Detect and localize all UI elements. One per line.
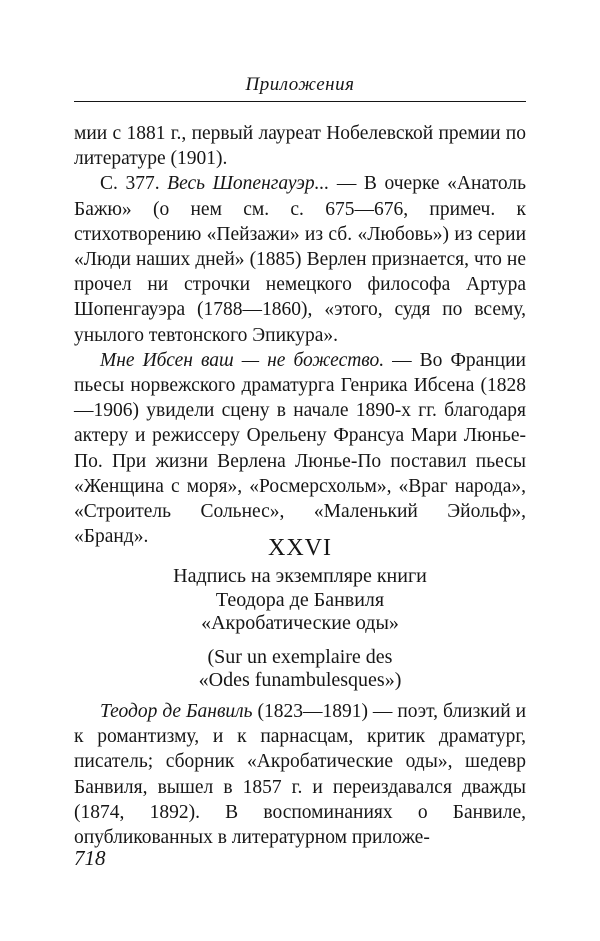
note-text: мии с 1881 г., первый лауреат Нобелевской премии по литературе (1901). [74,123,526,170]
notes-bottom [74,699,526,850]
note-lemma: Весь Шопенгауэр... [167,173,330,195]
section-subtitle-line: «Odes funambulesques») [198,669,402,691]
note-schopenhauer [74,171,526,347]
section-title-line: «Акробатические оды» [201,612,399,634]
note-banville [74,699,526,850]
note-ibsen [74,348,526,550]
note-lemma: Теодор де Банвиль [100,701,253,722]
page-number: 718 [74,846,106,870]
running-header: Приложения [245,74,355,95]
note-text: — В очерке «Анатоль Бажю» (о нем см. с. 675—676, примеч. к стихотворению «Пейзажи» из сб. «Любовь») из серии «Люди наших дней» (1885) Верлен признается, что не прочел ни строчки немецкого философа Артура Шопенгауэра (1788—1860), «этого, судя по всему, унылого тевтонского Эпикура». [74,173,526,346]
section-numeral: XXVI [268,535,332,561]
note-lemma: Мне Ибсен ваш — не божество. [100,349,385,371]
note-ref: С. 377. [100,173,168,195]
section-title-line: Надпись на экземпляре книги [173,565,427,587]
section-title-line: Теодора де Банвиля [215,588,385,611]
section-subtitle-line: (Sur un exemplaire des [207,645,393,668]
section-heading [74,534,526,693]
section-subtitle [74,646,526,693]
section-title [74,565,526,636]
notes-top [74,121,526,549]
note-text: — Во Франции пьесы норвежского драматурга Генрика Ибсена (1828—1906) увидели сцену в начале 1890-х гг. благодаря актеру и режиссеру Орельену Франсуа Мари Люнье-По. При жизни Верлена Люнье-По поставил пьесы «Женщина с моря», «Росмерсхольм», «Враг народа», «Строитель Сольнес», «Маленький Эйольф», «Бранд». [74,349,526,548]
note-text: (1823—1891) — поэт, близкий и к романтизму, и к парнасцам, критик драматург, писатель; сборник «Акробатические оды», шедевр Банвиля, вышел в 1857 г. и переиздавался дважды (1874, 1892). В воспоминаниях о Банвиле, опубликованных в литературном приложе- [74,701,527,849]
header-rule [74,101,526,102]
note-continuation [74,121,526,171]
